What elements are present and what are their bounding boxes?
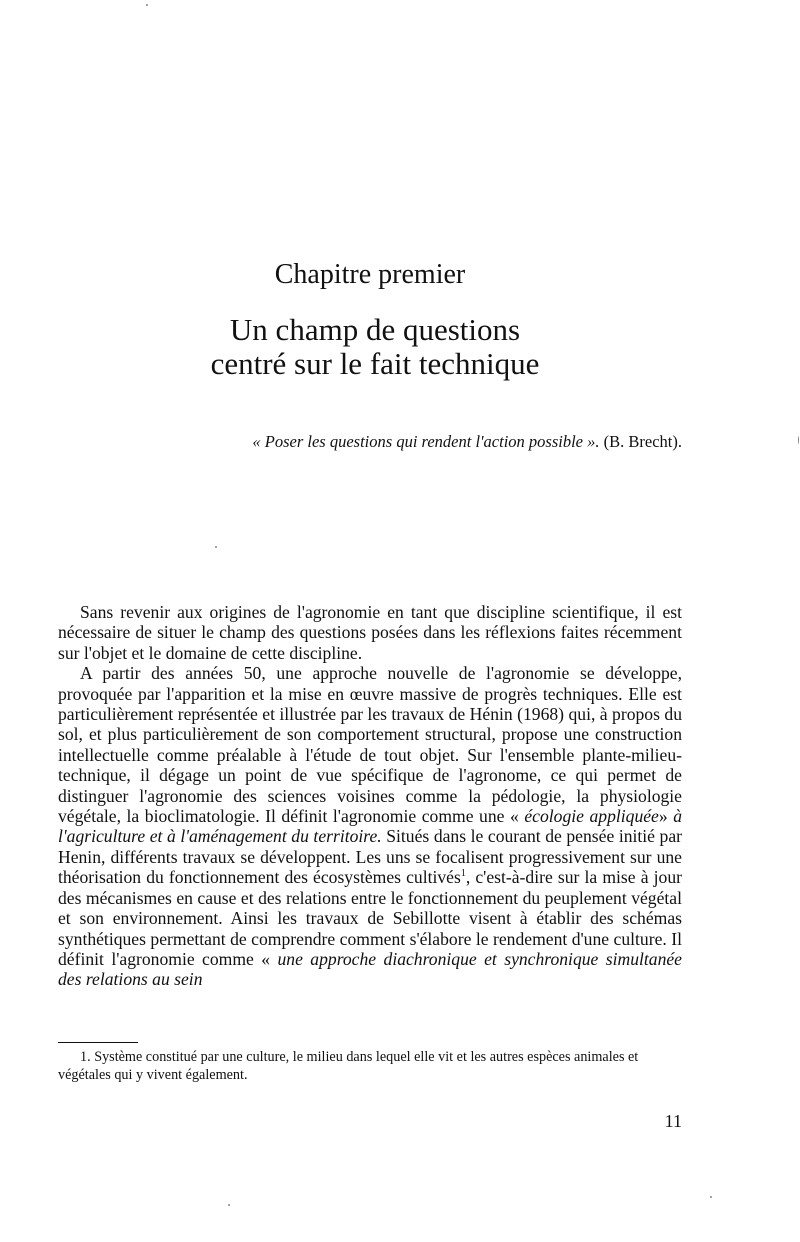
scan-speck bbox=[710, 1196, 712, 1198]
epigraph bbox=[200, 432, 682, 452]
paragraph-2 bbox=[58, 663, 682, 990]
chapter-title-line-2: centré sur le fait technique bbox=[210, 346, 540, 381]
paragraph-2-part-a: A partir des années 50, une approche nouvelle de l'agronomie se développe, provoquée par l'apparition et la mise en œuvre massive de progrès techniques. Elle est particulièrement représentée et illustrée par les travaux de Hénin (1968) qui, à propos du sol, et plus particulièrement de son comportement structural, propose une construction intellectuelle comme préalable à l'étude de tout objet. Sur l'ensemble plante-milieu-technique, il dégage un point de vue spécifique de l'agronome, ce qui permet de distinguer l'agronomie des sciences voisines comme la pédologie, la physiologie végétale, la bioclimatologie. Il définit l'agronomie comme une « bbox=[58, 663, 682, 827]
paragraph-2-part-b: » bbox=[658, 806, 674, 827]
page-number: 11 bbox=[664, 1111, 682, 1131]
scan-speck bbox=[215, 546, 217, 548]
emphasis-agriculture-territoire: à l'agriculture et à l'aménagement du territoire. bbox=[58, 806, 682, 847]
emphasis-ecologie-appliquee: écologie appliquée bbox=[524, 806, 659, 827]
chapter-title-line-1: Un champ de questions bbox=[229, 312, 521, 347]
paragraph-2-part-d: , c'est-à-dire sur la mise à jour des mécanismes en cause et des relations entre le fonctionnement du peuplement végétal et son environnement. Ainsi les travaux de Sebillotte visent à établir des schémas synthétiques permettant de comprendre comment s'élabore le rendement d'une culture. Il définit l'agronomie comme « bbox=[58, 867, 682, 969]
footnote-reference[interactable]: 1 bbox=[460, 868, 466, 880]
scan-speck bbox=[146, 4, 148, 6]
paragraph-2-part-c: Situés dans le courant de pensée initié par Henin, différents travaux se développent. Les uns se focalisent progressivement sur une théorisation du fonctionnement des écosystèmes cultivés bbox=[58, 826, 683, 888]
paragraph-1: Sans revenir aux origines de l'agronomie en tant que discipline scientifique, il est nécessaire de situer le champ des questions posées dans les réflexions faites récemment sur l'objet et le domaine de cette discipline. bbox=[58, 602, 682, 663]
body-text bbox=[58, 602, 682, 990]
chapter-title bbox=[0, 313, 750, 381]
chapter-label: Chapitre premier bbox=[274, 259, 466, 290]
scan-speck bbox=[228, 1204, 230, 1206]
emphasis-definition-quote: une approche diachronique et synchronique simultanée des relations au sein bbox=[58, 948, 682, 990]
epigraph-attribution: (B. Brecht). bbox=[599, 432, 682, 451]
footnote-divider bbox=[58, 1042, 138, 1043]
epigraph-quote: « Poser les questions qui rendent l'action possible ». bbox=[252, 432, 600, 451]
footnote: 1. Système constitué par une culture, le milieu dans lequel elle vit et les autres espèces animales et végétales qui y vivent également. bbox=[58, 1049, 639, 1083]
scan-speck bbox=[798, 436, 799, 444]
